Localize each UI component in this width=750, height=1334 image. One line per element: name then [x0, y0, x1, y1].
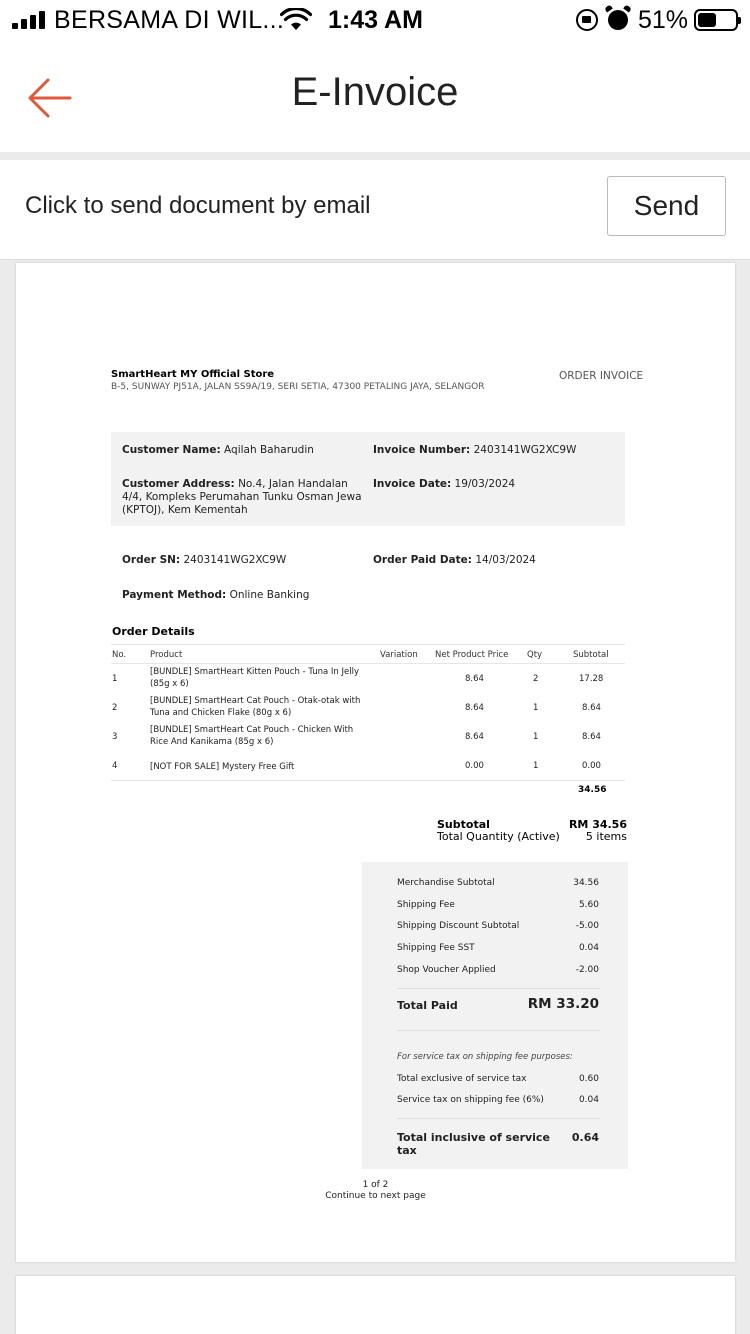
clock: 1:43 AM — [328, 6, 423, 34]
order-paid-date-field: Order Paid Date: 14/03/2024 — [373, 554, 536, 566]
status-bar — [0, 0, 750, 40]
row-price: 8.64 — [465, 732, 484, 742]
table-row — [111, 693, 625, 722]
order-details-table — [111, 644, 625, 800]
battery-level — [698, 13, 716, 27]
charge-value: -5.00 — [575, 921, 599, 931]
payment-summary-box — [362, 862, 628, 1169]
row-subtotal: 17.28 — [579, 674, 604, 684]
col-no: No. — [112, 650, 127, 660]
table-row — [111, 722, 625, 751]
row-subtotal: 0.00 — [582, 761, 601, 771]
total-paid-value: RM 33.20 — [527, 996, 599, 1012]
document-type: ORDER INVOICE — [559, 370, 644, 382]
row-product: [BUNDLE] SmartHeart Kitten Pouch - Tuna In Jelly (85g x 6) — [150, 667, 360, 689]
total-quantity-label: Total Quantity (Active) — [437, 830, 560, 843]
col-variation: Variation — [380, 650, 418, 660]
alarm-icon — [608, 10, 628, 30]
payment-method-field: Payment Method: Online Banking — [122, 589, 310, 601]
row-qty: 1 — [533, 703, 539, 713]
page-title: E-Invoice — [291, 70, 459, 114]
subtotal-label: Subtotal — [437, 818, 490, 831]
store-name: SmartHeart MY Official Store — [111, 369, 275, 380]
row-qty: 1 — [533, 761, 539, 771]
row-subtotal: 8.64 — [582, 732, 601, 742]
tax-label: Service tax on shipping fee (6%) — [397, 1095, 544, 1105]
total-quantity-value: 5 items — [585, 830, 627, 843]
orientation-lock-icon — [576, 9, 598, 31]
table-header — [111, 644, 625, 664]
items-total-row — [111, 780, 625, 800]
total-inclusive-label: Total inclusive of service tax — [397, 1131, 550, 1157]
row-product: [BUNDLE] SmartHeart Cat Pouch - Otak-otak with Tuna and Chicken Flake (80g x 6) — [150, 696, 361, 718]
subtotal-value: RM 34.56 — [568, 818, 627, 831]
charge-value: 34.56 — [573, 878, 599, 888]
customer-name-field: Customer Name: Aqilah Baharudin — [122, 444, 314, 456]
invoice-page-2[interactable] — [16, 1276, 735, 1334]
col-product: Product — [150, 650, 183, 660]
page-footer — [16, 1180, 735, 1202]
col-subtotal: Subtotal — [573, 650, 609, 660]
total-inclusive-value: 0.64 — [571, 1131, 599, 1144]
row-no: 1 — [112, 674, 118, 684]
email-prompt-text: Click to send document by email — [25, 192, 371, 219]
row-no: 2 — [112, 703, 118, 713]
row-price: 8.64 — [465, 703, 484, 713]
table-row — [111, 751, 625, 780]
invoice-date-field: Invoice Date: 19/03/2024 — [373, 478, 516, 490]
table-row — [111, 664, 625, 693]
row-qty: 2 — [533, 674, 539, 684]
row-product: [NOT FOR SALE] Mystery Free Gift — [150, 762, 295, 772]
order-details-title: Order Details — [112, 625, 195, 638]
invoice-page[interactable] — [16, 263, 735, 1262]
tax-value: 0.04 — [578, 1095, 599, 1105]
charge-label: Shipping Discount Subtotal — [397, 921, 520, 931]
tax-value: 0.60 — [578, 1074, 599, 1084]
order-sn-field: Order SN: 2403141WG2XC9W — [122, 554, 287, 566]
service-tax-note: For service tax on shipping fee purposes: — [397, 1052, 573, 1062]
items-total-value: 34.56 — [578, 785, 607, 795]
customer-address-field: Customer Address: No.4, Jalan Handalan 4/4, Kompleks Perumahan Tunku Osman Jewa (KPTOJ), Kem Kementah — [122, 478, 362, 516]
charge-label: Merchandise Subtotal — [397, 878, 495, 888]
divider — [397, 1030, 600, 1031]
col-net-price: Net Product Price — [435, 650, 509, 660]
row-price: 8.64 — [465, 674, 484, 684]
charge-label: Shipping Fee SST — [397, 943, 475, 953]
col-qty: Qty — [527, 650, 543, 660]
charge-label: Shop Voucher Applied — [397, 965, 496, 975]
email-bar — [0, 160, 750, 260]
row-qty: 1 — [533, 732, 539, 742]
total-paid-label: Total Paid — [397, 999, 458, 1012]
nav-bar — [0, 40, 750, 152]
divider — [397, 1118, 600, 1119]
charge-value: -2.00 — [575, 965, 599, 975]
page-indicator: 1 of 2 — [362, 1180, 389, 1190]
charge-value: 5.60 — [578, 900, 599, 910]
tax-label: Total exclusive of service tax — [397, 1074, 527, 1084]
row-product: [BUNDLE] SmartHeart Cat Pouch - Chicken With Rice And Kanikama (85g x 6) — [150, 725, 354, 747]
carrier-name: BERSAMA DI WIL... — [54, 6, 285, 34]
divider — [397, 988, 600, 989]
store-header — [111, 369, 491, 393]
continue-text: Continue to next page — [325, 1191, 426, 1201]
row-subtotal: 8.64 — [582, 703, 601, 713]
battery-icon — [694, 9, 738, 31]
row-price: 0.00 — [465, 761, 484, 771]
row-no: 4 — [112, 761, 118, 771]
store-address: B-5, SUNWAY PJ51A, JALAN SS9A/19, SERI SETIA, 47300 PETALING JAYA, SELANGOR — [111, 382, 485, 392]
charge-value: 0.04 — [578, 943, 599, 953]
row-no: 3 — [112, 732, 118, 742]
send-button[interactable]: Send — [607, 176, 726, 236]
battery-percent: 51% — [637, 5, 688, 34]
wifi-icon — [280, 8, 312, 32]
invoice-number-field: Invoice Number: 2403141WG2XC9W — [373, 444, 577, 456]
charge-label: Shipping Fee — [397, 900, 455, 910]
